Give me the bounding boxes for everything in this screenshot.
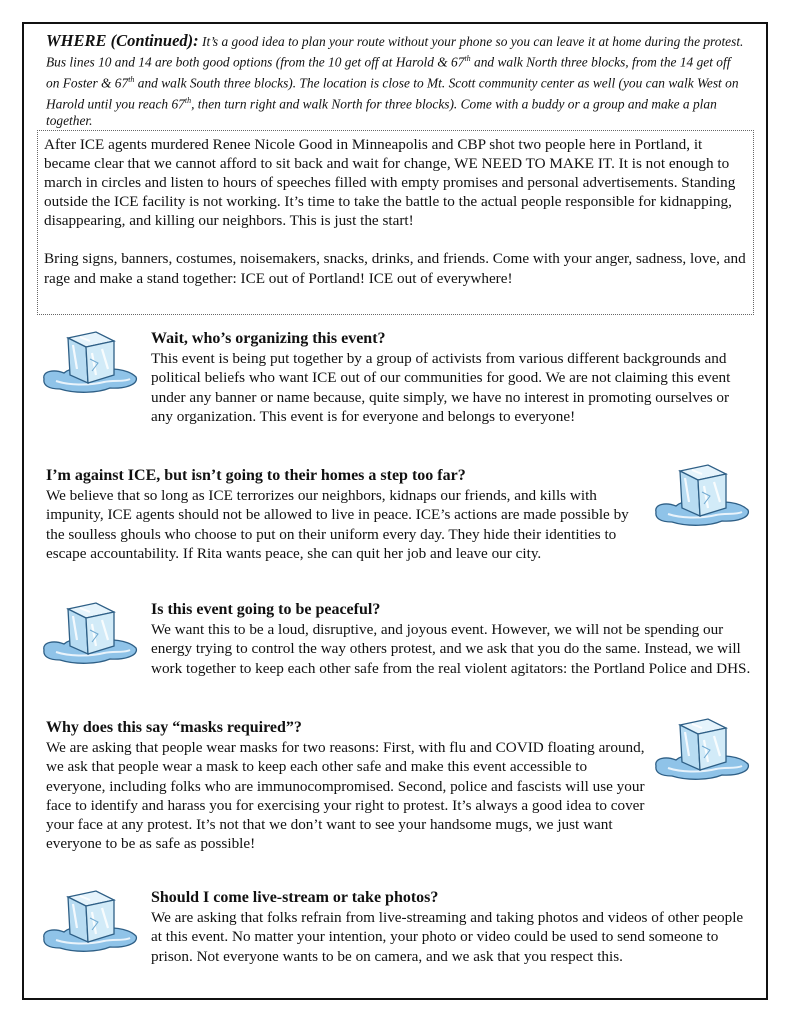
melting-ice-cube-icon bbox=[40, 596, 140, 666]
faq-answer: We are asking that folks refrain from live-streaming and taking photos and videos of other people at this event. No matter your intention, your photo or video could be used to send someone to prison. Not everyone wants to be on camera, and we ask that you respect this. bbox=[151, 909, 744, 965]
melting-ice-cube-icon bbox=[652, 712, 752, 782]
faq-answer: We believe that so long as ICE terrorizes our neighbors, kidnaps our friends, and kills with impunity, ICE agents should not be allowed to live in peace. ICE’s actions are made possible by the soulless ghouls who choose to put on their uniform every day. They hide their identities to escape accountability. If Rita wants peace, she can quit her job and leave our city. bbox=[46, 487, 629, 562]
melting-ice-cube-icon bbox=[652, 458, 752, 528]
intro-paragraph: After ICE agents murdered Renee Nicole Good in Minneapolis and CBP shot two people here in Portland, it became clear that we cannot afford to sit back and wait for change, WE NEED TO MAKE IT. It is not enough to march in circles and listen to hours of speeches filled with empty promises and personal advertisements. Standing outside the ICE facility is not working. It’s time to take the battle to the actual people responsible for kidnapping, disappearing, and killing our neighbors. This is just the start! bbox=[44, 136, 736, 230]
faq-question: Is this event going to be peaceful? bbox=[151, 601, 381, 618]
intro-paragraph: Bring signs, banners, costumes, noisemakers, snacks, drinks, and friends. Come with your anger, sadness, love, and rage and make a stand together: ICE out of Portland! ICE out of everywhere! bbox=[44, 250, 746, 287]
where-heading: WHERE (Continued): bbox=[46, 31, 199, 50]
faq-answer: We want this to be a loud, disruptive, and joyous event. However, we will not be spending our energy trying to control the way others protest, and we ask that you do the same. Instead, we will work together to keep each other safe from the real violent agitators: the Portland Police and DHS. bbox=[151, 621, 751, 677]
faq-masks bbox=[46, 718, 646, 854]
ordinal-suffix: th bbox=[464, 54, 471, 64]
melting-ice-cube-icon bbox=[40, 884, 140, 954]
faq-peaceful bbox=[151, 600, 751, 678]
ordinal-suffix: th bbox=[184, 95, 192, 105]
where-continued-section bbox=[46, 32, 746, 129]
faq-question: Why does this say “masks required”? bbox=[46, 719, 302, 736]
faq-answer: This event is being put together by a group of activists from various different backgrounds and political beliefs who want ICE out of our communities for good. We are not claiming this event under any banner or name because, quite simply, we have no interest in promoting ourselves or any organization. This event is for everyone and belongs to everyone! bbox=[151, 350, 731, 425]
where-text: It’s a good idea to plan your route without your phone so you can leave it at home during the protest. Bus lines 10 and 14 are both good options (from the 10 get off at Harold & 67 bbox=[46, 34, 744, 70]
faq-question: Should I come live-stream or take photos? bbox=[151, 889, 439, 906]
faq-question: I’m against ICE, but isn’t going to their homes a step too far? bbox=[46, 467, 466, 484]
where-text: and walk North three blocks, from the 14 get off on Foster & 67 bbox=[46, 54, 731, 91]
melting-ice-cube-icon bbox=[40, 325, 140, 395]
faq-organizers bbox=[151, 329, 751, 426]
where-text: and walk South three blocks). The location is close to Mt. Scott community center as well (you can walk West on Harold until you reach 67 bbox=[46, 75, 739, 112]
faq-answer: We are asking that people wear masks for two reasons: First, with flu and COVID floating around, we ask that people wear a mask to keep each other safe and make this event accessible to everyone, including folks who are immunocompromised. Second, police and fascists will use your face to identify and harass you for exercising your right to protest. It’s always a good idea to cover your face at any protest. It’s not that we don’t want to see your handsome mugs, we just want everyone to be as safe as possible! bbox=[46, 739, 645, 853]
ordinal-suffix: th bbox=[128, 74, 135, 84]
where-text: , then turn right and walk North for three blocks). Come with a buddy or a group and make a plan together. bbox=[46, 96, 717, 129]
faq-livestream bbox=[151, 888, 751, 966]
faq-question: Wait, who’s organizing this event? bbox=[151, 330, 386, 347]
intro-box bbox=[37, 130, 754, 315]
faq-homes bbox=[46, 466, 646, 563]
